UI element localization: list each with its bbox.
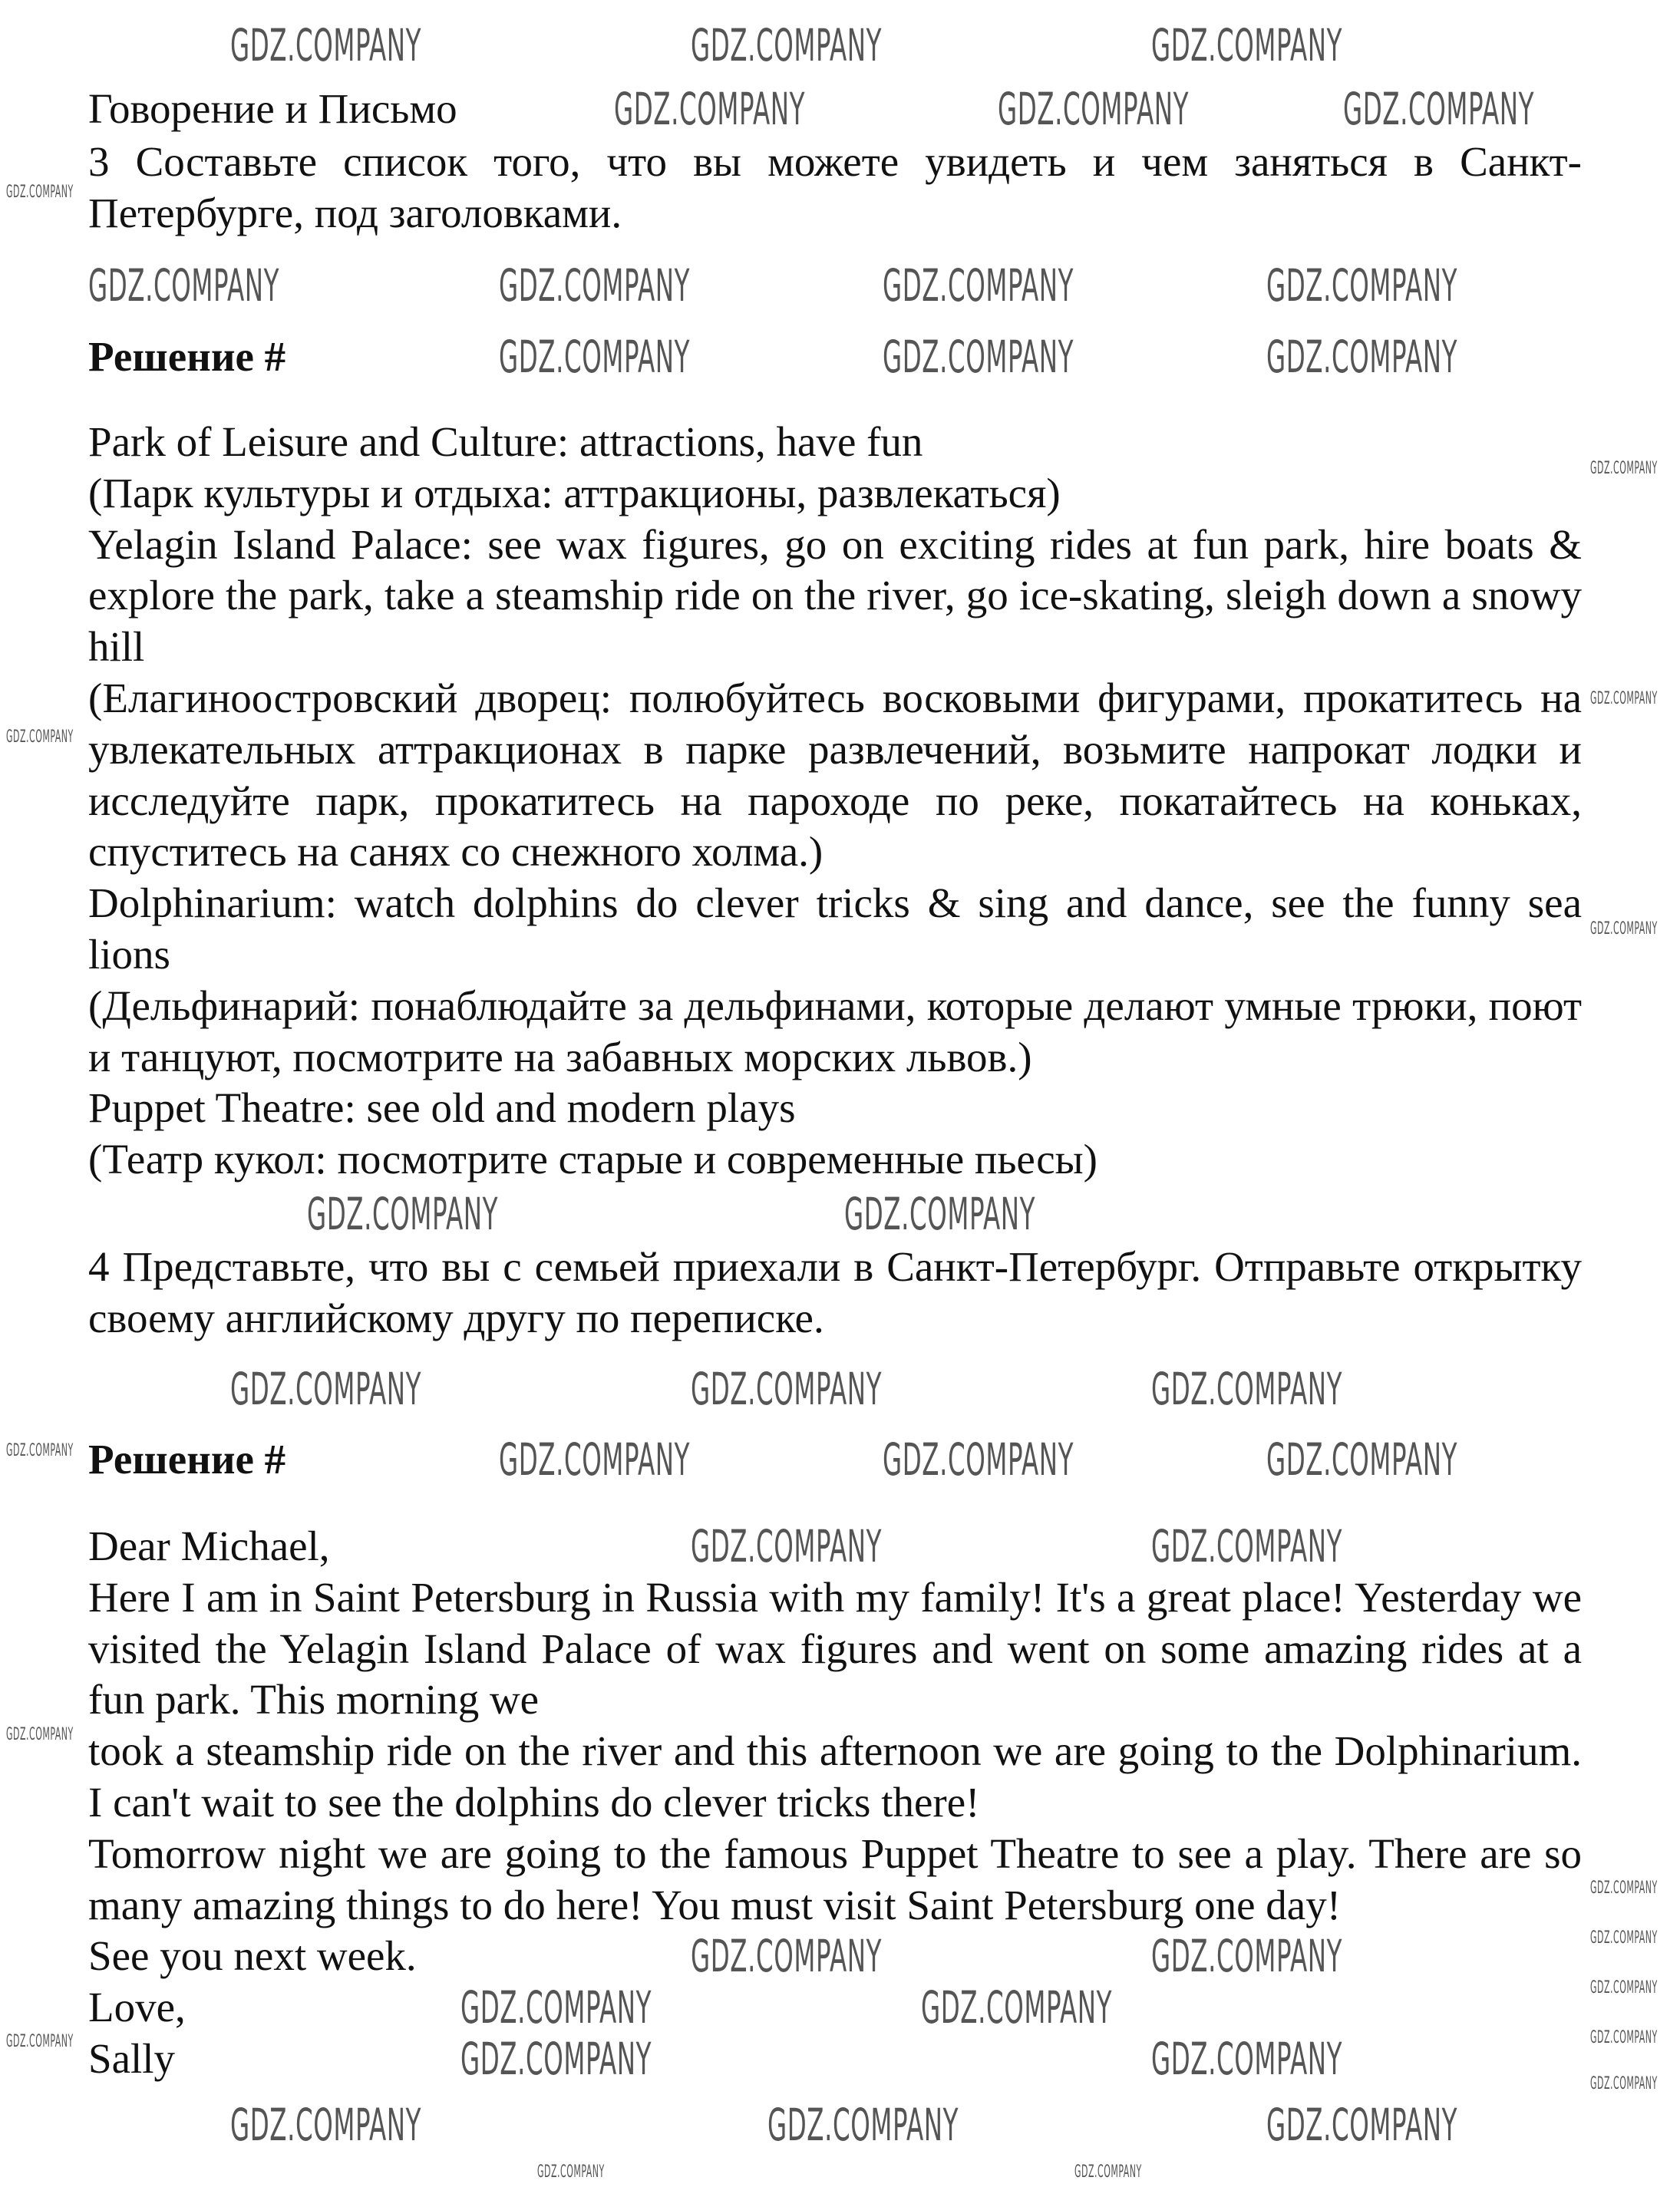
solution-line: Park of Leisure and Culture: attractions, have fun (88, 418, 923, 465)
watermark: GDZ.COMPANY (499, 1433, 691, 1486)
letter-closing: See you next week. (88, 1932, 417, 1980)
watermark: GDZ.COMPANY (6, 1441, 74, 1460)
watermark: GDZ.COMPANY (6, 183, 74, 202)
watermark: GDZ.COMPANY (460, 1981, 652, 2034)
task-4: 4 Представьте, что вы с семьей приехали в Санкт-Петербург. Отправьте открытку своему английскому другу по переписке. (88, 1243, 1582, 1341)
watermark: GDZ.COMPANY (921, 1981, 1113, 2034)
watermark: GDZ.COMPANY (499, 259, 691, 312)
watermark: GDZ.COMPANY (537, 2162, 605, 2182)
watermark: GDZ.COMPANY (1590, 1928, 1658, 1948)
watermark: GDZ.COMPANY (1590, 689, 1658, 708)
solution-line: (Дельфинарий: понаблюдайте за дельфинами, которые делают умные трюки, поют и танцуют, посмотрите на забавных морских львов.) (88, 981, 1582, 1080)
watermark: GDZ.COMPANY (691, 19, 883, 71)
watermark: GDZ.COMPANY (691, 1363, 883, 1415)
watermark: GDZ.COMPANY (499, 331, 691, 383)
watermark: GDZ.COMPANY (1151, 2033, 1343, 2085)
watermark: GDZ.COMPANY (1590, 459, 1658, 478)
watermark: GDZ.COMPANY (6, 1725, 74, 1744)
watermark: GDZ.COMPANY (6, 727, 74, 747)
watermark: GDZ.COMPANY (1074, 2162, 1142, 2182)
watermark: GDZ.COMPANY (1151, 1930, 1343, 1982)
watermark: GDZ.COMPANY (883, 331, 1074, 383)
solution-line: Dolphinarium: watch dolphins do clever tricks & sing and dance, see the funny sea lions (88, 879, 1582, 978)
watermark: GDZ.COMPANY (1266, 259, 1458, 312)
watermark: GDZ.COMPANY (1151, 1363, 1343, 1415)
watermark: GDZ.COMPANY (230, 2099, 422, 2151)
letter (0, 1521, 1582, 2085)
solution-line: (Елагиноостровский дворец: полюбуйтесь восковыми фигурами, прокатитесь на увлекательных аттракционах в парке развлечений, возьмите напрокат лодки и исследуйте парк, прокатитесь на пароходе по реке, покатайтесь на коньках, спуститесь на санях со снежного холма.) (88, 674, 1582, 876)
watermark: GDZ.COMPANY (1266, 331, 1458, 383)
watermark: GDZ.COMPANY (1266, 1433, 1458, 1486)
watermark: GDZ.COMPANY (230, 19, 422, 71)
watermark: GDZ.COMPANY (614, 83, 806, 135)
watermark: GDZ.COMPANY (691, 1520, 883, 1572)
watermark: GDZ.COMPANY (998, 83, 1190, 135)
watermark: GDZ.COMPANY (1266, 2099, 1458, 2151)
watermark: GDZ.COMPANY (307, 1188, 499, 1240)
watermark: GDZ.COMPANY (1590, 2074, 1658, 2093)
letter-paragraph: Tomorrow night we are going to the famous Puppet Theatre to see a play. There are so many amazing things to do here! You must visit Saint Petersburg one day! (88, 1829, 1582, 1928)
watermark: GDZ.COMPANY (1151, 1520, 1343, 1572)
solution-label-2: Решение # (88, 1436, 286, 1483)
solution-line: Yelagin Island Palace: see wax figures, go on exciting rides at fun park, hire boats & explore the park, take a steamship ride on the river, go ice-skating, sleigh down a snowy hill (88, 520, 1582, 671)
watermark: GDZ.COMPANY (844, 1188, 1036, 1240)
task-3: 3 Составьте список того, что вы можете увидеть и чем заняться в Санкт-Петербурге, под заголовками. (88, 138, 1582, 236)
watermark: GDZ.COMPANY (6, 2032, 74, 2051)
letter-signature: Sally (88, 2034, 176, 2082)
solution-label-1: Решение # (88, 333, 286, 380)
solution-3-block (0, 417, 1582, 1186)
watermark: GDZ.COMPANY (1151, 19, 1343, 71)
watermark: GDZ.COMPANY (691, 1930, 883, 1982)
letter-signoff: Love, (88, 1984, 186, 2031)
letter-paragraph: took a steamship ride on the river and this afternoon we are going to the Dolphinarium. I can't wait to see the dolphins do clever tricks there! (88, 1727, 1582, 1826)
watermark: GDZ.COMPANY (883, 259, 1074, 312)
watermark: GDZ.COMPANY (460, 2033, 652, 2085)
watermark: GDZ.COMPANY (1590, 2028, 1658, 2047)
watermark: GDZ.COMPANY (88, 259, 280, 312)
watermark: GDZ.COMPANY (1590, 1879, 1658, 1898)
watermark: GDZ.COMPANY (1343, 83, 1535, 135)
solution-line: (Театр кукол: посмотрите старые и современные пьесы) (88, 1136, 1097, 1183)
solution-line: (Парк культуры и отдыха: аттракционы, развлекаться) (88, 469, 1061, 516)
watermark: GDZ.COMPANY (767, 2099, 959, 2151)
watermark: GDZ.COMPANY (1590, 919, 1658, 939)
letter-paragraph: Here I am in Saint Petersburg in Russia with my family! It's a great place! Yesterday we visited the Yelagin Island Palace of wax figures and went on some amazing rides at a fun park. This morning we (88, 1573, 1582, 1724)
letter-greeting: Dear Michael, (88, 1522, 330, 1569)
watermark: GDZ.COMPANY (230, 1363, 422, 1415)
section-heading: Говорение и Письмо (88, 85, 457, 132)
watermark: GDZ.COMPANY (883, 1433, 1074, 1486)
solution-line: Puppet Theatre: see old and modern plays (88, 1084, 796, 1132)
watermark: GDZ.COMPANY (1590, 1978, 1658, 1997)
